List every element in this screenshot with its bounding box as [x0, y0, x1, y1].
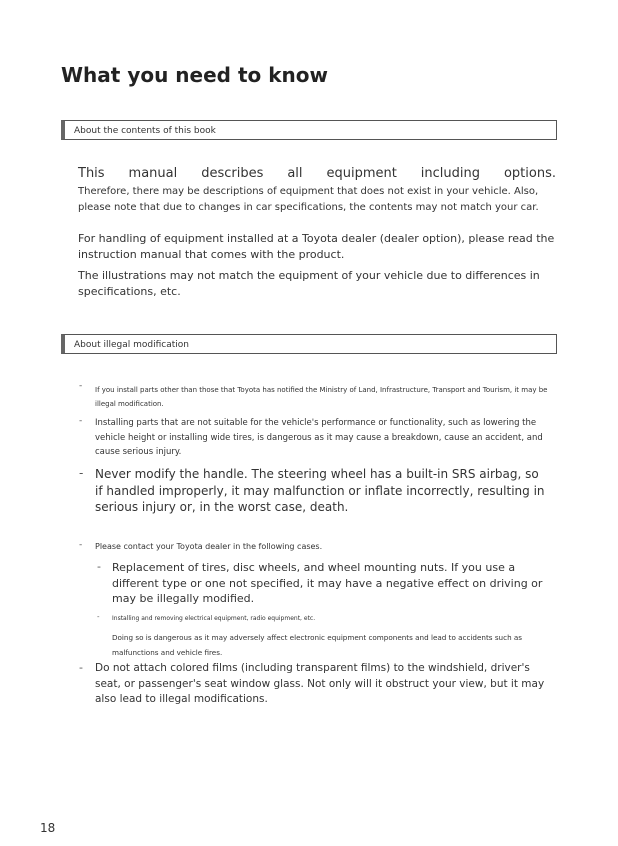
list-item: Never modify the handle. The steering wheel has a built-in SRS airbag, so if handled improperly, it may malfunction or inflate incorrectly, resulting in serious injury or, in the worst case, death. — [95, 467, 545, 514]
intro-line: This manual describes all equipment including options. — [78, 166, 556, 181]
list-item: Please contact your Toyota dealer in the following cases. — [95, 542, 323, 551]
dealer-option-note: For handling of equipment installed at a Toyota dealer (dealer option), please read the instruction manual that comes with the product. — [78, 232, 555, 261]
illustration-note: The illustrations may not match the equipment of your vehicle due to differences in specifications, etc. — [78, 269, 540, 298]
bullet-dash: - — [79, 416, 83, 426]
sub-list-item: Installing and removing electrical equipment, radio equipment, etc. — [112, 615, 316, 622]
list-item: If you install parts other than those that Toyota has notified the Ministry of Land, Infrastructure, Transport and Tourism, it may be illegal modification. — [95, 386, 548, 408]
intro-detail: Therefore, there may be descriptions of equipment that does not exist in your vehicle. Also, please note that due to changes in car specifications, the contents may not match your car. — [78, 186, 539, 213]
bullet-dash: - — [79, 381, 83, 391]
bullet-dash: - — [97, 560, 101, 573]
sub-list-item: Replacement of tires, disc wheels, and wheel mounting nuts. If you use a different type or one not specified, it may have a negative effect on driving or may be illegally modified. — [112, 561, 543, 605]
bullet-dash: - — [79, 540, 83, 550]
bullet-dash: - — [79, 661, 83, 674]
bullet-dash: - — [97, 613, 100, 621]
list-item: Installing parts that are not suitable for the vehicle's performance or functionality, such as lowering the vehicle height or installing wide tires, is dangerous as it may cause a breakdown, cause an accident, and cause serious injury. — [95, 418, 543, 457]
section-header-modification — [61, 334, 557, 354]
section-header-contents — [61, 120, 557, 140]
bullet-dash: - — [79, 466, 84, 480]
section-header-label: About the contents of this book — [74, 126, 216, 136]
list-item: Do not attach colored films (including transparent films) to the windshield, driver's seat, or passenger's seat window glass. Not only will it obstruct your view, but it may also lead to illegal modifications. — [95, 662, 545, 705]
page-title: What you need to know — [61, 63, 328, 87]
page-number: 18 — [40, 821, 56, 835]
sub-item-note: Doing so is dangerous as it may adversely affect electronic equipment components and lead to accidents such as malfunctions and vehicle fires. — [112, 633, 523, 657]
section-header-label: About illegal modification — [74, 340, 189, 350]
